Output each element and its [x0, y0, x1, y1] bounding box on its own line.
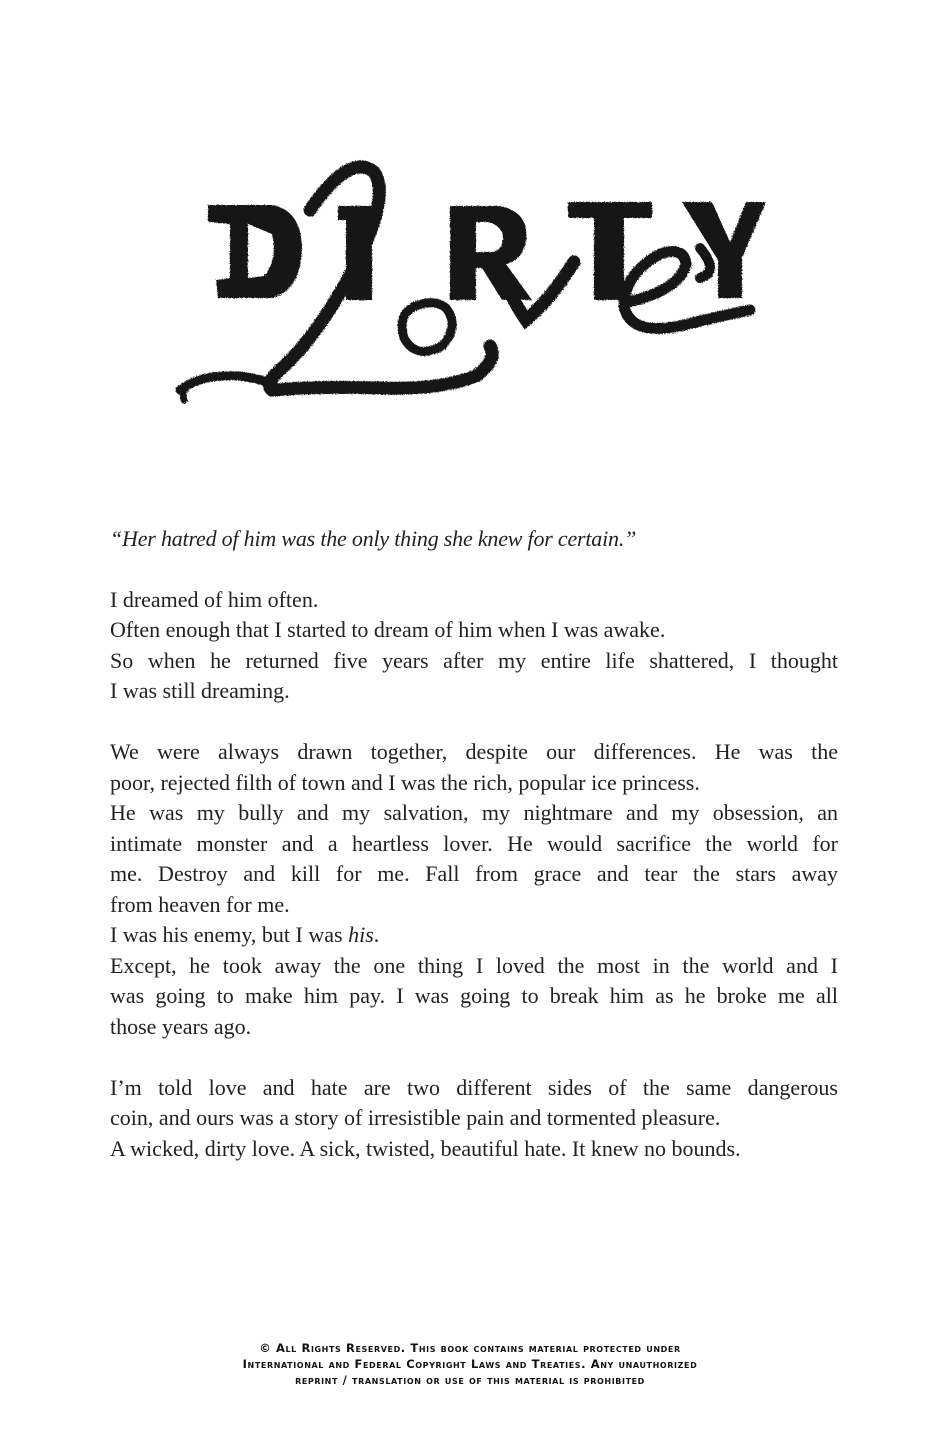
text-line: We were always drawn together, despite our differences. He was the — [110, 739, 838, 764]
text-line: Often enough that I started to dream of him when I was awake. — [110, 617, 666, 642]
text-line: He was my bully and my salvation, my nightmare and my obsession, an — [110, 800, 838, 825]
paragraph-2 — [110, 737, 838, 1042]
paragraph-3 — [110, 1073, 838, 1165]
text-line-emphasis — [110, 920, 838, 951]
text-line: from heaven for me. — [110, 891, 290, 917]
paragraph-1 — [110, 585, 838, 707]
text-line: those years ago. — [110, 1013, 252, 1039]
text-line: A wicked, dirty love. A sick, twisted, beautiful hate. It knew no bounds. — [110, 1135, 741, 1161]
text-line: me. Destroy and kill for me. Fall from grace and tear the stars away — [110, 861, 838, 886]
text-line: poor, rejected filth of town and I was the rich, popular ice princess. — [110, 769, 700, 795]
copyright-notice — [120, 1340, 820, 1388]
copyright-line: © All Rights Reserved. This book contains material protected under — [259, 1341, 681, 1355]
text-line: was going to make him pay. I was going to break him as he broke me all — [110, 983, 838, 1008]
text-fragment: . — [373, 922, 380, 947]
blurb — [110, 524, 838, 1195]
text-line: coin, and ours was a story of irresistible pain and tormented pleasure. — [110, 1105, 721, 1130]
text-fragment: I was his enemy, but I was — [110, 922, 349, 947]
text-line: I was still dreaming. — [110, 678, 290, 703]
copyright-line: reprint / translation or use of this material is prohibited — [295, 1373, 645, 1387]
epigraph-quote: “Her hatred of him was the only thing she knew for certain.” — [110, 526, 637, 551]
text-line: intimate monster and a heartless lover. He would sacrifice the world for — [110, 830, 838, 856]
copyright-line: International and Federal Copyright Laws and Treaties. Any unauthorized — [242, 1357, 698, 1371]
title-logo — [160, 150, 780, 440]
dirty-love-logo-art — [160, 150, 780, 440]
text-line: I’m told love and hate are two different sides of the same dangerous — [110, 1074, 838, 1100]
text-line: Except, he took away the one thing I loved the most in the world and I — [110, 952, 838, 978]
text-line: I dreamed of him often. — [110, 586, 319, 612]
emphasized-word: his — [348, 922, 374, 947]
text-line: So when he returned five years after my entire life shattered, I thought — [110, 647, 838, 673]
